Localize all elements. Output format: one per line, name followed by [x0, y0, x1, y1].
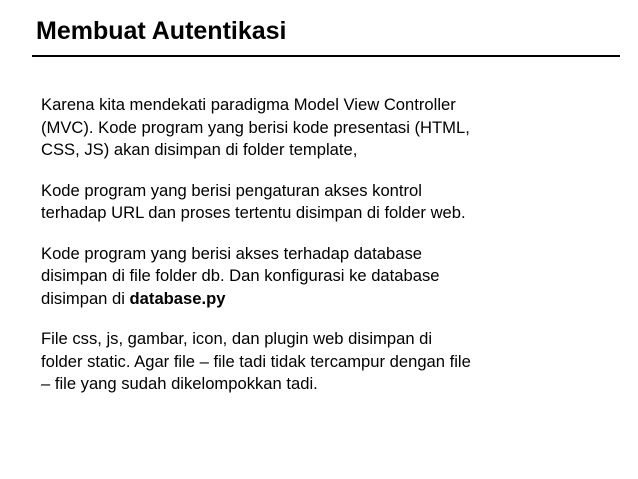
paragraph-database [41, 243, 601, 311]
paragraph-line: Kode program yang berisi akses terhadap database [41, 243, 422, 263]
title-divider [32, 55, 620, 57]
paragraph-text: disimpan di [41, 288, 130, 308]
paragraph-line-with-filename [41, 288, 601, 311]
paragraph-static-files [41, 328, 601, 396]
paragraph-line: – file yang sudah dikelompokkan tadi. [41, 374, 318, 393]
paragraph-line: folder static. Agar file – file tadi tidak tercampur dengan file [41, 351, 471, 371]
slide-title: Membuat Autentikasi [36, 17, 287, 45]
paragraph-line: Karena kita mendekati paradigma Model View Controller [41, 95, 456, 114]
paragraph-line: terhadap URL dan proses tertentu disimpan di folder web. [41, 203, 466, 222]
paragraph-line: disimpan di file folder db. Dan konfigurasi ke database [41, 266, 440, 285]
paragraph-line: File css, js, gambar, icon, dan plugin web disimpan di [41, 329, 433, 348]
paragraph-line: CSS, JS) akan disimpan di folder template, [41, 140, 358, 159]
paragraph-line: Kode program yang berisi pengaturan akses kontrol [41, 180, 422, 200]
paragraph-mvc [41, 94, 601, 162]
paragraph-line: (MVC). Kode program yang berisi kode presentasi (HTML, [41, 117, 470, 137]
slide-body [41, 94, 601, 414]
database-filename: database.py [129, 288, 226, 308]
paragraph-access-control [41, 180, 601, 225]
